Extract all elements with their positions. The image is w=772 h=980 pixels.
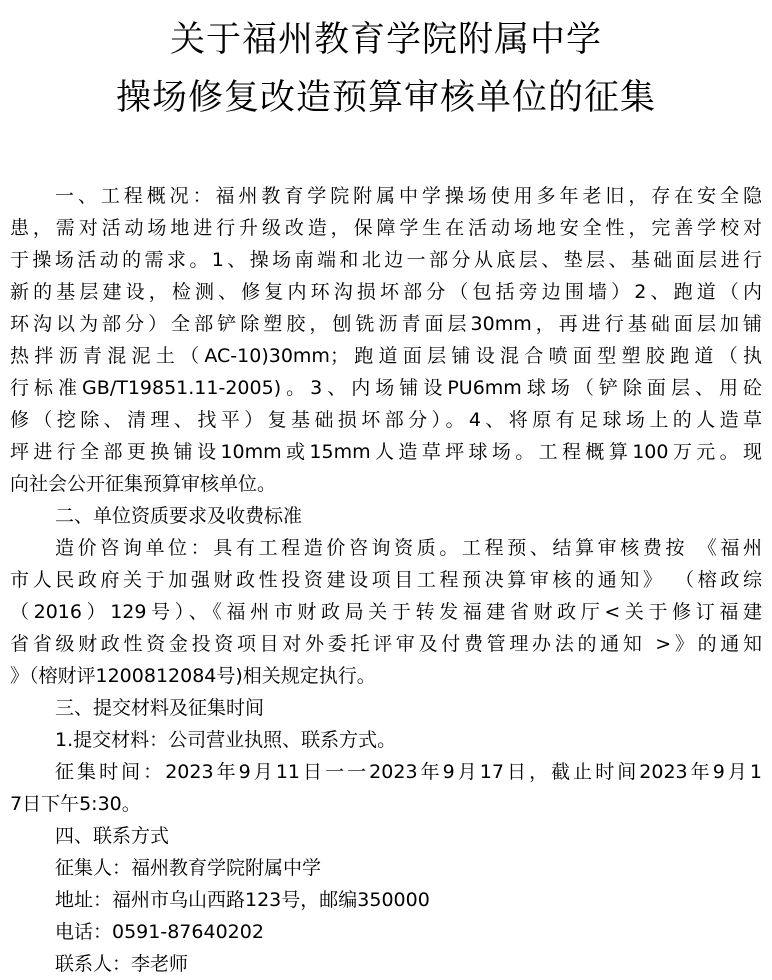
section-1-paragraph-line: 环沟以为部分）全部铲除塑胶，刨铣沥青面层30mm，再进行基础面层加铺 (10, 313, 762, 335)
section-4-heading: 四、联系方式 (55, 825, 170, 847)
section-1-paragraph-line: 修（挖除、清理、找平）复基础损坏部分）。4、将原有足球场上的人造草 (10, 409, 762, 431)
section-2-paragraph-line: （2016）129号）、《福州市财政局关于转发福建省财政厅<关于修订福建 (10, 601, 762, 623)
section-1-paragraph-line: 新的基层建设，检测、修复内环沟损坏部分（包括旁边围墙）2、跑道（内 (10, 281, 762, 303)
section-1-paragraph-line: 于操场活动的需求。1、操场南端和北边一部分从底层、垫层、基础面层进行 (10, 249, 762, 271)
phone-info: 电话：0591-87640202 (55, 921, 264, 943)
section-2-paragraph-line: 市人民政府关于加强财政性投资建设项目工程预决算审核的通知》 （榕政综 (10, 569, 762, 591)
section-1-paragraph-line: 热拌沥青混泥土（AC-10)30mm；跑道面层铺设混合喷面型塑胶跑道（执 (10, 345, 762, 367)
contact-person-info: 联系人：李老师 (55, 953, 189, 975)
section-2-heading: 二、单位资质要求及收费标准 (55, 505, 303, 527)
section-1-paragraph-line: 一、工程概况：福州教育学院附属中学操场使用多年老旧，存在安全隐 (55, 185, 762, 207)
document-title-line-2: 操场修复改造预算审核单位的征集 (115, 78, 656, 118)
section-3-heading: 三、提交材料及征集时间 (55, 697, 265, 719)
section-1-paragraph-line: 坪进行全部更换铺设10mm或15mm人造草坪球场。工程概算100万元。现 (10, 441, 762, 463)
address-info: 地址：福州市乌山西路123号，邮编350000 (55, 889, 430, 911)
document-title-line-1: 关于福州教育学院附属中学 (169, 20, 602, 60)
submission-materials: 1.提交材料：公司营业执照、联系方式。 (55, 729, 397, 751)
section-1-paragraph-line: 向社会公开征集预算审核单位。 (10, 473, 277, 495)
collection-deadline: 7日下午5:30。 (10, 793, 141, 815)
collection-period: 征集时间：2023年9月11日一一2023年9月17日，截止时间2023年9月1 (55, 761, 762, 783)
section-2-paragraph-line: 造价咨询单位：具有工程造价咨询资质。工程预、结算审核费按 《福州 (55, 537, 762, 559)
section-2-paragraph-line: 》（榕财评1200812084号)相关规定执行。 (10, 665, 376, 687)
section-1-paragraph-line: 行标准GB/T19851.11-2005)。3、内场铺设PU6mm球场（铲除面层、用砼 (10, 377, 762, 399)
collector-info: 征集人：福州教育学院附属中学 (55, 857, 322, 879)
section-2-paragraph-line: 省省级财政性资金投资项目对外委托评审及付费管理办法的通知 >》的通知 (10, 633, 762, 655)
section-1-paragraph-line: 患，需对活动场地进行升级改造，保障学生在活动场地安全性，完善学校对 (10, 217, 762, 239)
